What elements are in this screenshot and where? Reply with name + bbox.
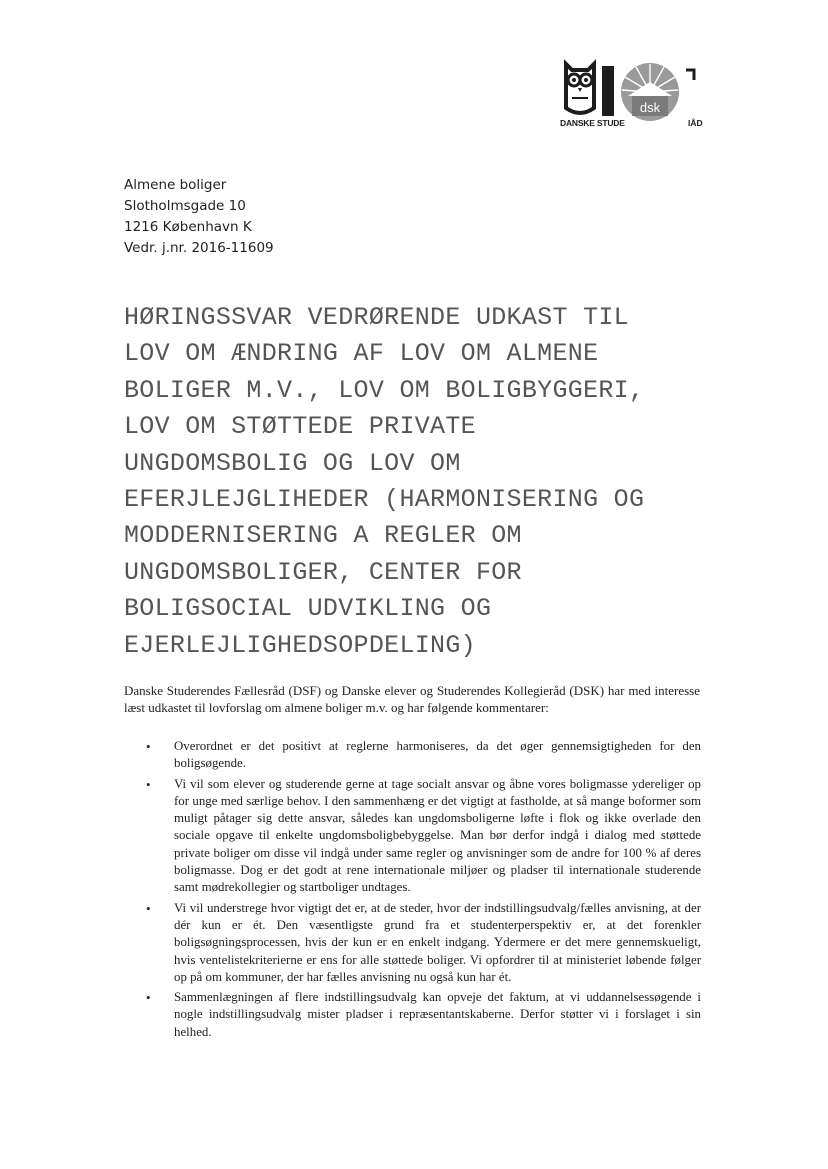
title-line: HØRINGSSVAR VEDRØRENDE UDKAST TIL <box>124 303 629 332</box>
recipient-address <box>124 175 274 259</box>
bullet-icon: • <box>146 990 151 1006</box>
logo-text-right: IÅD <box>688 118 703 128</box>
title-line: LOV OM ÆNDRING AF LOV OM ALMENE <box>124 339 599 369</box>
logo-bar <box>602 66 614 116</box>
list-item <box>124 989 701 1041</box>
list-item-text: Vi vil understrege hvor vigtigt det er, at de steder, hvor der indstillingsudvalg/fælles anvisning, at der dér kun er ét. Den væsentligste grund fra et studenterperspektiv er, at det forenkler boligsøgningsprocessen, hvis der kun er en enkelt indgang. Ydermere er det mere gennemskueligt, hvis ventelistekriterierne er ens for alle støttede boliger. Vi opfordrer til at ministeriet løbende følger op på om kommuner, der har fælles anvisning nu også kun har ét. <box>174 900 701 984</box>
list-item <box>124 776 701 897</box>
logo-circle-text: dsk <box>639 100 661 115</box>
title-line: LOV OM STØTTEDE PRIVATE <box>124 412 476 442</box>
dsk-logo <box>556 58 704 132</box>
title-line: UNGDOMSBOLIGER, CENTER FOR <box>124 557 522 587</box>
bullet-icon: • <box>146 739 151 754</box>
list-item <box>124 738 701 773</box>
title-line: EJERLEJLIGHEDSOPDELING) <box>124 630 476 660</box>
list-item-text: Vi vil som elever og studerende gerne at tage socialt ansvar og åbne vores boligmasse ydereliger op for unge med særlige behov. I den sammenhæng er det vigtigt at fastholde, at så mange boformer som muligt påtager sig dette ansvar, således kan ungdomsboligerne løfte i flok og ikke overlade den sociale opgave til enkelte ungdomsboligbebyggelse. Man bør derfor indgå i dialog med støttede private boliger om disse vil indgå under same regler og anvisninger som de andre for 100 % af deres boligmasse. Dog er det godt at rene internationale miljøer og pladser til internationale studerende samt mødrekollegier og startboliger undtages. <box>174 776 701 895</box>
address-line-2: Slotholmsgade 10 <box>124 198 246 214</box>
title-line: BOLIGSOCIAL UDVIKLING OG <box>124 594 492 624</box>
owl-icon <box>560 58 600 118</box>
list-item <box>124 900 701 986</box>
sunrise-icon <box>620 62 680 122</box>
reference-number: Vedr. j.nr. 2016-11609 <box>124 240 274 256</box>
address-line-1: Almene boliger <box>124 177 227 193</box>
bullet-icon: • <box>146 900 151 916</box>
title-line: EFERJLEJGLIHEDER (HARMONISERING OG <box>124 485 645 515</box>
list-item-text: Sammenlægningen af flere indstillingsudvalg kan opveje det faktum, at vi uddannelsessøgende i nogle indstillingsudvalg mister pladser i repræsentantskaberne. Derfor støtter vi i forslaget i sin helhed. <box>174 990 701 1039</box>
logo-text-left: DANSKE STUDE <box>560 118 625 128</box>
logo-corner-mark <box>684 68 696 82</box>
title-line: BOLIGER M.V., LOV OM BOLIGBYGGERI, <box>124 375 645 405</box>
comment-list <box>124 738 701 1044</box>
list-item-text: Overordnet er det positivt at reglerne harmoniseres, da det øger gennemsigtigheden for den boligsøgende. <box>174 739 701 771</box>
document-title <box>124 300 804 664</box>
address-line-3: 1216 København K <box>124 219 252 235</box>
title-line: MODDERNISERING A REGLER OM <box>124 521 522 551</box>
intro-paragraph: Danske Studerendes Fællesråd (DSF) og Danske elever og Studerendes Kollegieråd (DSK) har med interesse læst udkastet til lovforslag om almene boliger m.v. og har følgende kommentarer: <box>124 683 700 715</box>
title-line: UNGDOMSBOLIG OG LOV OM <box>124 448 461 478</box>
bullet-icon: • <box>146 776 151 792</box>
